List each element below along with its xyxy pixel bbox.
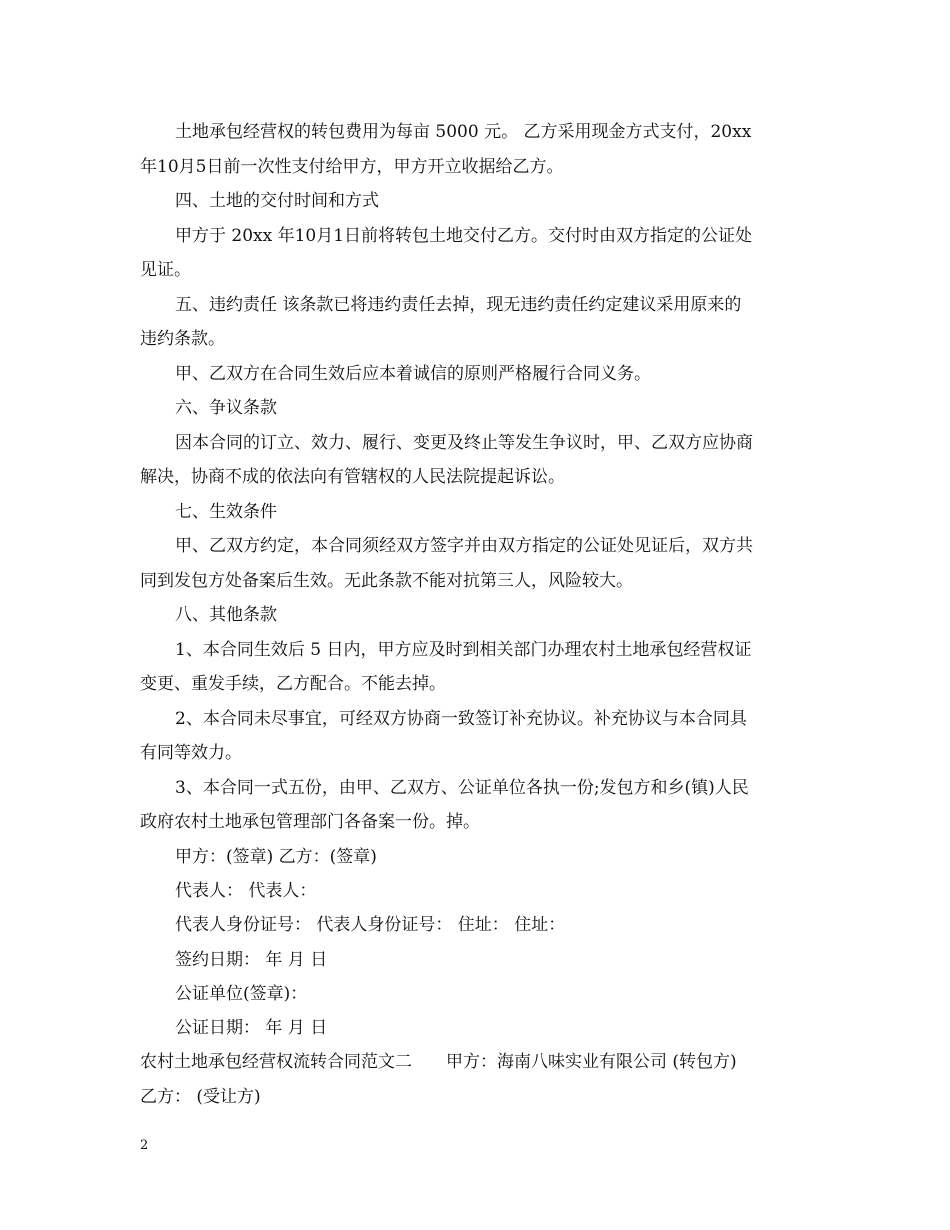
text-line: 同到发包方处备案后生效。无此条款不能对抗第三人，风险较大。 xyxy=(140,571,633,591)
signature-line: 签约日期： 年 月 日 xyxy=(175,950,328,970)
text-line: 变更、重发手续，乙方配合。不能去掉。 xyxy=(140,674,446,694)
signature-line: 公证单位(签章)： xyxy=(175,984,308,1004)
text-line: 因本合同的订立、效力、履行、变更及终止等发生争议时，甲、乙双方应协商 xyxy=(175,433,753,453)
text-line: 农村土地承包经营权流转合同范文二 甲方：海南八味实业有限公司 (转包方) xyxy=(140,1052,737,1072)
text-line: 乙方： (受让方) xyxy=(140,1087,261,1107)
text-line: 年10月5日前一次性支付给甲方，甲方开立收据给乙方。 xyxy=(140,157,564,177)
signature-line: 甲方：(签章) 乙方：(签章) xyxy=(175,847,377,867)
section-heading: 七、生效条件 xyxy=(175,502,277,522)
text-line: 甲、乙双方约定，本合同须经双方签字并由双方指定的公证处见证后，双方共 xyxy=(175,536,753,556)
text-line: 土地承包经营权的转包费用为每亩 5000 元。 乙方采用现金方式支付，20xx xyxy=(175,122,752,142)
text-line: 有同等效力。 xyxy=(140,743,242,763)
text-line: 解决，协商不成的依法向有管辖权的人民法院提起诉讼。 xyxy=(140,467,565,487)
text-line: 2、本合同未尽事宜，可经双方协商一致签订补充协议。补充协议与本合同具 xyxy=(175,709,747,729)
text-line: 1、本合同生效后 5 日内，甲方应及时到相关部门办理农村土地承包经营权证 xyxy=(175,640,752,660)
text-line: 甲、乙双方在合同生效后应本着诚信的原则严格履行合同义务。 xyxy=(175,364,651,384)
text-line: 违约条款。 xyxy=(140,329,225,349)
section-heading: 五、违约责任 该条款已将违约责任去掉，现无违约责任约定建议采用原来的 xyxy=(175,295,742,315)
signature-line: 代表人身份证号： 代表人身份证号： 住址： 住址： xyxy=(175,915,566,935)
signature-line: 公证日期： 年 月 日 xyxy=(175,1018,328,1038)
text-line: 3、本合同一式五份，由甲、乙双方、公证单位各执一份;发包方和乡(镇)人民 xyxy=(175,778,749,798)
section-heading: 八、其他条款 xyxy=(175,605,277,625)
text-line: 见证。 xyxy=(140,260,191,280)
page-number: 2 xyxy=(140,1138,149,1153)
text-line: 甲方于 20xx 年10月1日前将转包土地交付乙方。交付时由双方指定的公证处 xyxy=(175,226,753,246)
signature-line: 代表人： 代表人： xyxy=(175,881,317,901)
section-heading: 六、争议条款 xyxy=(175,398,277,418)
text-line: 政府农村土地承包管理部门各备案一份。掉。 xyxy=(140,812,480,832)
section-heading: 四、土地的交付时间和方式 xyxy=(175,191,379,211)
